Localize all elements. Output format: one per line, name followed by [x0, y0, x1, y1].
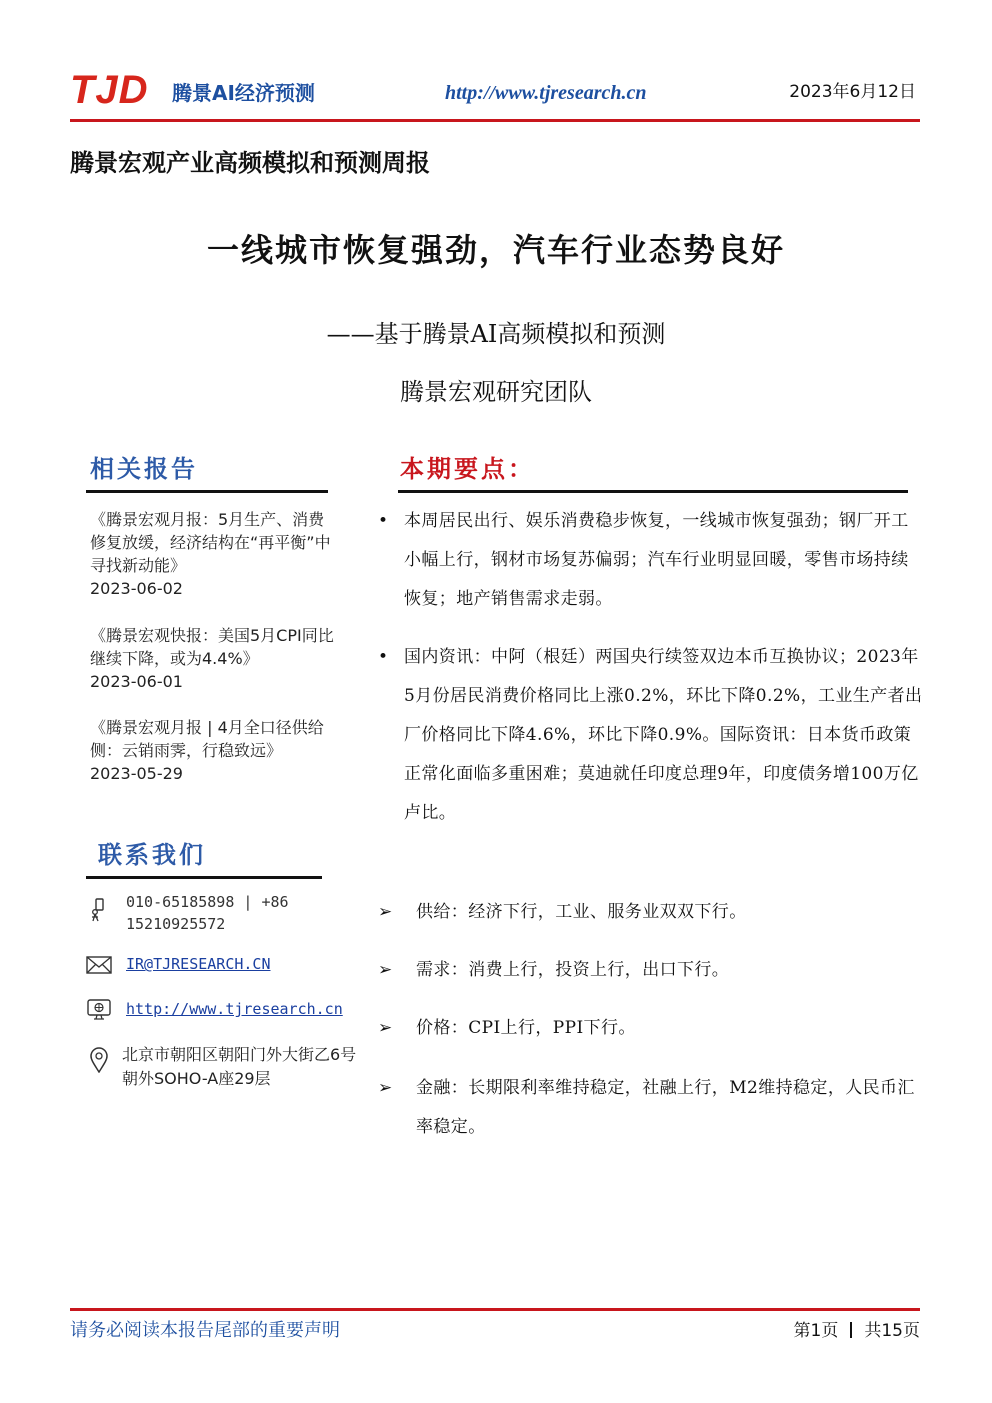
- page-separator: [850, 1322, 852, 1338]
- related-report-item[interactable]: [90, 716, 340, 785]
- related-report-item[interactable]: [90, 508, 340, 600]
- key-point-arrow-item: [378, 951, 923, 990]
- related-reports-divider: [86, 490, 328, 493]
- subtitle: ——基于腾景AI高频模拟和预测: [326, 320, 666, 348]
- key-point-arrow-item: [378, 893, 923, 932]
- header-url[interactable]: http://www.tjresearch.cn: [445, 82, 647, 104]
- arrow-bullet-icon: ➢: [378, 1078, 393, 1098]
- phone-icon: [86, 897, 112, 923]
- page-indicator: [794, 1318, 920, 1344]
- web-icon: [86, 997, 112, 1023]
- related-report-title: 《腾景宏观快报：美国5月CPI同比继续下降，或为4.4%》: [90, 626, 334, 668]
- related-reports-heading: 相关报告: [90, 454, 198, 483]
- bullet-dot-icon: •: [378, 511, 389, 531]
- page-total: 共15页: [864, 1321, 920, 1341]
- key-point-bullet: [378, 502, 923, 619]
- key-point-text: 本周居民出行、娱乐消费稳步恢复，一线城市恢复强劲；钢厂开工小幅上行，钢材市场复苏偏弱；汽车行业明显回暖，零售市场持续恢复；地产销售需求走弱。: [404, 511, 909, 609]
- contact-divider: [86, 876, 322, 879]
- related-report-title: 《腾景宏观月报：5月生产、消费修复放缓，经济结构在“再平衡”中寻找新动能》: [90, 510, 331, 575]
- key-point-text: 供给：经济下行，工业、服务业双双下行。: [416, 902, 747, 922]
- arrow-bullet-icon: ➢: [378, 1018, 393, 1038]
- arrow-bullet-icon: ➢: [378, 902, 393, 922]
- related-report-date: 2023-06-02: [90, 579, 183, 598]
- related-report-item[interactable]: [90, 624, 340, 693]
- series-title: 腾景宏观产业高频模拟和预测周报: [70, 149, 430, 177]
- logo-text: 腾景AI经济预测: [172, 81, 315, 105]
- contact-heading: 联系我们: [98, 840, 206, 869]
- related-report-date: 2023-05-29: [90, 764, 183, 783]
- related-report-title: 《腾景宏观月报 | 4月全口径供给侧：云销雨霁，行稳致远》: [90, 718, 324, 760]
- page-number: 第1页: [793, 1321, 839, 1341]
- contact-phone: 010-65185898 | +86 15210925572: [126, 893, 289, 933]
- footer-divider: [70, 1308, 920, 1311]
- report-date: 2023年6月12日: [789, 82, 916, 102]
- contact-website[interactable]: http://www.tjresearch.cn: [126, 1000, 343, 1018]
- main-title: 一线城市恢复强劲，汽车行业态势良好: [206, 231, 785, 269]
- key-points-divider: [398, 490, 908, 493]
- key-point-arrow-item: [378, 1009, 923, 1048]
- bullet-dot-icon: •: [378, 647, 389, 667]
- contact-address: 北京市朝阳区朝阳门外大街乙6号朝外SOHO-A座29层: [122, 1045, 357, 1088]
- contact-email[interactable]: IR@TJRESEARCH.CN: [126, 955, 271, 973]
- key-point-text: 金融：长期限利率维持稳定，社融上行，M2维持稳定，人民币汇率稳定。: [416, 1078, 915, 1137]
- disclaimer-notice: 请务必阅读本报告尾部的重要声明: [70, 1320, 340, 1341]
- key-points-heading: 本期要点：: [400, 454, 535, 483]
- header-divider: [70, 119, 920, 122]
- logo-mark: TJD: [70, 68, 149, 112]
- related-report-date: 2023-06-01: [90, 672, 183, 691]
- location-icon: [86, 1047, 112, 1073]
- key-point-text: 需求：消费上行，投资上行，出口下行。: [416, 960, 730, 980]
- key-point-bullet: [378, 638, 923, 833]
- arrow-bullet-icon: ➢: [378, 960, 393, 980]
- mail-icon: [86, 952, 112, 978]
- key-point-text: 国内资讯：中阿（根廷）两国央行续签双边本币互换协议；2023年5月份居民消费价格同比上涨0.2%，环比下降0.2%，工业生产者出厂价格同比下降4.6%，环比下降0.9%。国际资讯：日本货币政策正常化面临多重困难；莫迪就任印度总理9年，印度债务增100万亿卢比。: [404, 647, 923, 823]
- key-point-arrow-item: [378, 1069, 923, 1147]
- research-team: 腾景宏观研究团队: [400, 378, 592, 406]
- key-point-text: 价格：CPI上行，PPI下行。: [416, 1018, 636, 1038]
